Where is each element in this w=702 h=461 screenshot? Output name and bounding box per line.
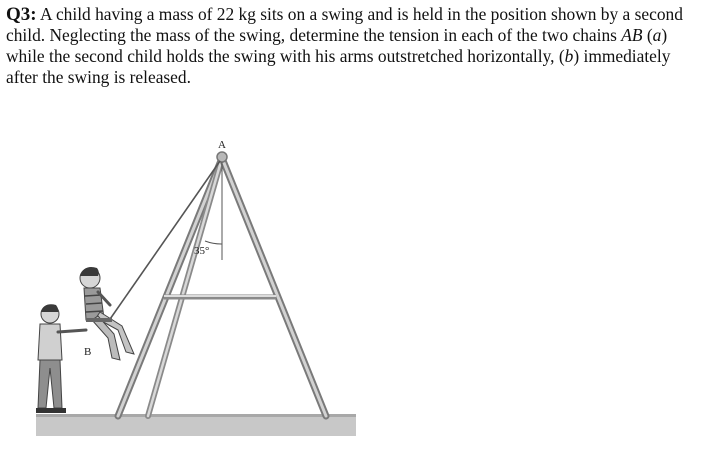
swinging-child-stripe-2 [86,303,102,304]
question-number: Q3: [6,4,37,25]
question-text-part-1: A child having a mass of 22 kg sits on a swing and is held in the position shown by a second child. Neglecting the mass of the swing, determine the tension in each of the two chains [6,4,683,45]
frame-leg-left-inner-hl [148,158,222,416]
label-b: B [84,346,92,358]
question-text-part-3: ) while the second child holds the swing with his arms outstretched horizontally, ( [6,25,668,66]
swinging-child-stripe-1 [85,295,101,296]
question-text-part-4: ) immediately after the swing is released. [6,46,671,87]
frame-leg-left-outer-hl [118,158,222,416]
label-a: A [218,139,226,151]
part-b-letter: b [564,46,574,66]
angle-label: 35° [194,245,210,257]
standing-child-torso [38,324,62,360]
pivot-a [217,152,227,162]
ground [36,414,356,436]
part-a-letter: a [652,25,662,45]
standing-child-shoes [36,408,66,413]
standing-child [36,304,86,413]
angle-arc [205,241,222,244]
standing-child-hair [41,304,58,312]
swinging-child-hair [80,267,99,276]
frame-leg-right-hl [222,158,326,416]
chain-label: AB [621,25,643,45]
standing-child-arms [58,330,86,332]
standing-child-legs [38,360,62,408]
question-text-part-2: ( [642,25,653,45]
ground-shadow [36,414,356,417]
swing-seat [86,318,112,322]
